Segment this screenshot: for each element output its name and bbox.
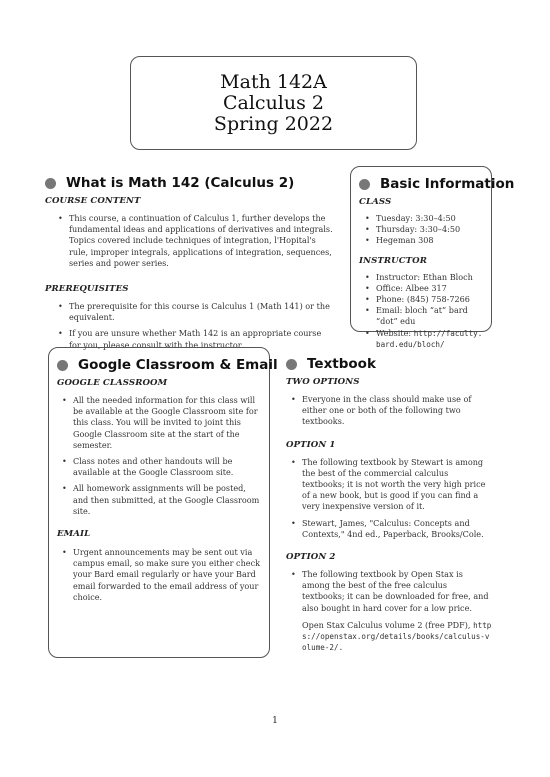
- two-options-heading: TWO OPTIONS: [286, 377, 360, 387]
- list-item: • The following textbook by Stewart is among the best of the commercial calculus textbooks; it is not worth the very high price of a new book, but is good if you can find a very inexpensive version of it.: [302, 457, 492, 513]
- email-heading: EMAIL: [57, 529, 91, 540]
- textbook-header: [286, 354, 496, 374]
- list-item: • The prerequisite for this course is Calculus 1 (Math 141) or the equivalent.: [69, 301, 333, 323]
- classroom-section: [48, 347, 278, 658]
- page-number: 1: [272, 716, 278, 726]
- bullet-dot-icon: [57, 360, 68, 371]
- option-2-heading: OPTION 2: [286, 552, 336, 563]
- course-name: Calculus 2: [222, 91, 324, 114]
- what-is-section: [45, 173, 335, 351]
- bullet-dot-icon: [286, 359, 297, 370]
- title-box: [130, 56, 417, 150]
- list-item: • Email: bloch “at” bard “dot” edu: [376, 305, 485, 327]
- list-item: • Class notes and other handouts will be available at the Google Classroom site.: [73, 456, 263, 478]
- list-item: • If you are unsure whether Math 142 is an appropriate course for you, please consult with the instructor.: [69, 328, 333, 350]
- list-item: • All the needed information for this class will be available at the Google Classroom site for this class. You will be invited to joint this Google Classroom site at the start of the semester.: [73, 395, 263, 451]
- list-item: • Hegeman 308: [376, 235, 485, 246]
- two-options-list: [302, 394, 492, 428]
- textbook-section: [286, 354, 496, 653]
- option-1-heading: OPTION 1: [286, 439, 336, 450]
- bullet-dot-icon: [45, 178, 56, 189]
- course-content-heading: COURSE CONTENT: [45, 196, 141, 206]
- what-is-title: What is Math 142 (Calculus 2): [66, 175, 295, 191]
- course-content-list: [69, 213, 333, 269]
- email-list: [73, 547, 263, 603]
- option-2-note: [302, 620, 492, 654]
- list-item: • This course, a continuation of Calculus 1, further develops the fundamental ideas and applications of derivatives and integrals. Topics covered include techniques of integration, l'Hopital's rule, improper integrals, applications of integration, sequences, series and power series.: [69, 213, 333, 269]
- list-item: • Office: Albee 317: [376, 283, 485, 294]
- website-label: Website:: [376, 327, 412, 338]
- google-classroom-heading: GOOGLE CLASSROOM: [57, 378, 168, 388]
- classroom-header: [57, 355, 278, 375]
- textbook-title: Textbook: [307, 356, 376, 372]
- list-item: • Instructor: Ethan Bloch: [376, 272, 485, 283]
- openstax-link[interactable]: https://openstax.org/details/books/calculus-volume-2/.: [302, 620, 492, 653]
- option-1-list: [302, 457, 492, 540]
- list-item: • Urgent announcements may be sent out via campus email, so make sure you either check your Bard email regularly or have your Bard email forwarded to the email address of your choice.: [73, 547, 263, 603]
- option-2-note-text: Open Stax Calculus volume 2 (free PDF),: [302, 619, 471, 630]
- class-list: [376, 213, 485, 247]
- prerequisites-list: [69, 301, 333, 351]
- course-number: Math 142A: [220, 70, 327, 93]
- bullet-dot-icon: [359, 179, 370, 190]
- list-item: • Tuesday: 3:30–4:50: [376, 213, 485, 224]
- website-item: [376, 328, 485, 350]
- what-is-header: [45, 173, 335, 193]
- list-item: • Thursday: 3:30–4:50: [376, 224, 485, 235]
- option-2-list: [302, 569, 492, 614]
- website-link[interactable]: http://faculty.bard.edu/bloch/: [376, 328, 483, 349]
- list-item: • Phone: (845) 758-7266: [376, 294, 485, 305]
- list-item: • Everyone in the class should make use of either one or both of the following two textbooks.: [302, 394, 492, 428]
- classroom-title: Google Classroom & Email: [78, 357, 278, 373]
- list-item: • Stewart, James, "Calculus: Concepts and Contexts," 4nd ed., Paperback, Brooks/Cole.: [302, 518, 492, 540]
- list-item: • The following textbook by Open Stax is among the best of the free calculus textbooks; it can be downloaded for free, and also bought in hard cover for a low price.: [302, 569, 492, 614]
- instructor-heading: INSTRUCTOR: [359, 255, 427, 266]
- prerequisites-heading: PREREQUISITES: [45, 284, 129, 295]
- list-item: • All homework assignments will be posted, and then submitted, at the Google Classroom site.: [73, 483, 263, 517]
- instructor-list: [376, 272, 485, 350]
- class-heading: CLASS: [359, 197, 392, 207]
- google-classroom-list: [73, 395, 263, 517]
- basic-info-title: Basic Information: [380, 176, 515, 192]
- semester: Spring 2022: [213, 112, 334, 135]
- basic-info-section: [350, 166, 515, 349]
- basic-info-header: [359, 174, 515, 194]
